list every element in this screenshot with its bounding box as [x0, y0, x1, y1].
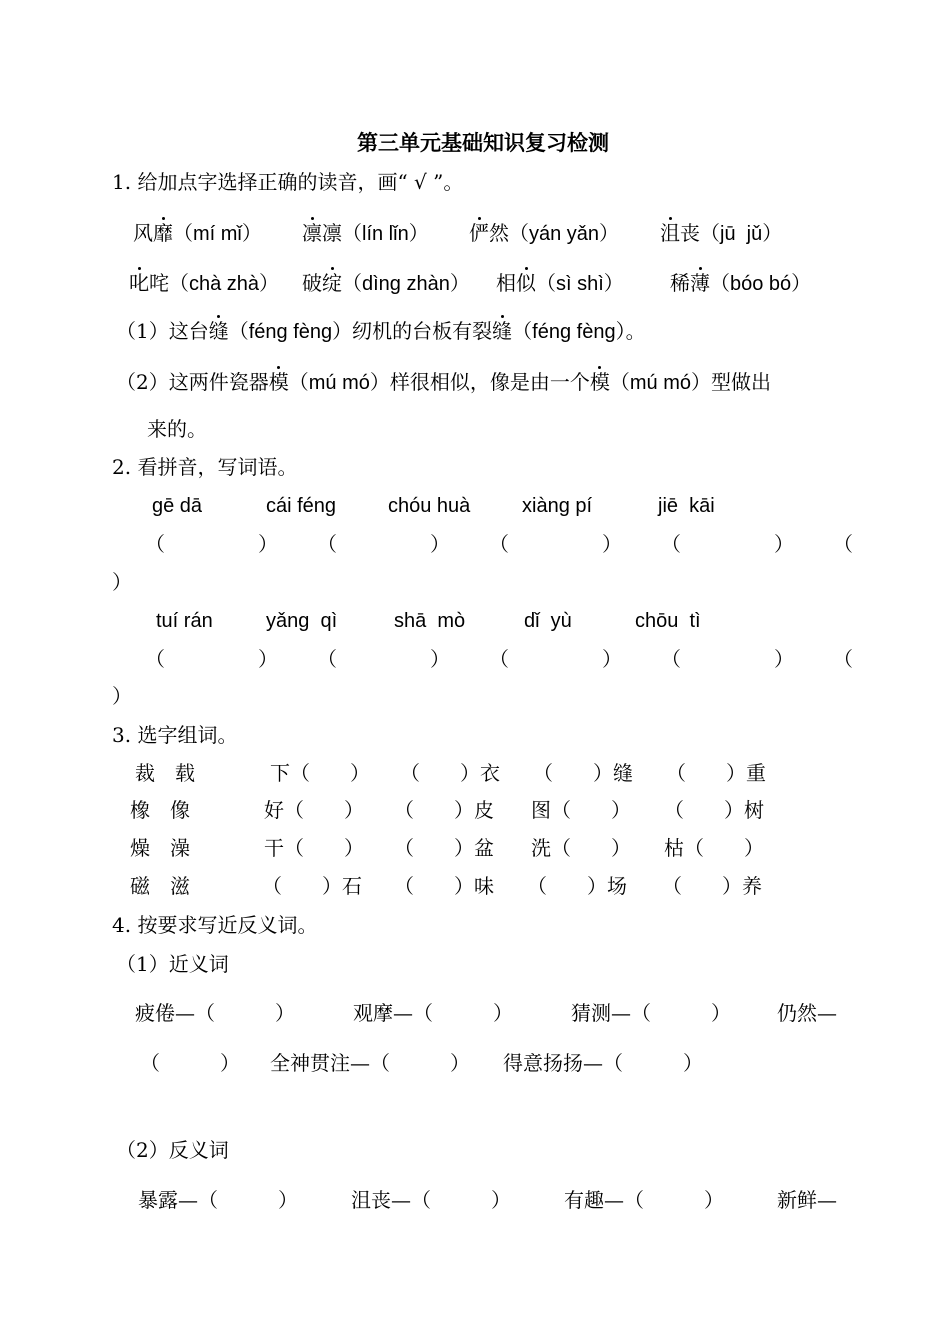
antonym-item[interactable]: 沮丧—（ ） [351, 1188, 511, 1212]
page-title: 第三单元基础知识复习检测 [357, 130, 609, 155]
answer-blank[interactable]: ） [258, 532, 278, 556]
synonym-item[interactable]: 仍然— [777, 1001, 837, 1025]
pinyin-item: gē dā [152, 495, 203, 517]
answer-blank[interactable]: （ [489, 532, 509, 556]
fill-item[interactable]: （ ）重 [666, 761, 766, 785]
fill-item[interactable]: （ ）养 [662, 874, 762, 898]
pinyin-item: chóu huà [388, 495, 471, 517]
pinyin-item: xiàng pí [522, 495, 593, 517]
q1-item: 叱咤（chà zhà） [129, 271, 280, 295]
synonym-item[interactable]: 观摩—（ ） [353, 1001, 513, 1025]
pinyin-item: cái féng [266, 495, 337, 517]
synonym-item[interactable]: 全神贯注—（ ） [270, 1051, 470, 1075]
answer-blank[interactable]: （ [489, 647, 509, 671]
q1-item: 破绽（dìng zhàn） [302, 271, 470, 295]
answer-blank[interactable]: ） [430, 647, 450, 671]
char-pair: 橡 像 [130, 798, 190, 822]
fill-item[interactable]: 干（ ） [264, 836, 364, 860]
q1-sentence-continuation: 来的。 [147, 417, 207, 441]
fill-item[interactable]: （ ）场 [527, 874, 627, 898]
fill-item[interactable]: （ ）缝 [533, 761, 633, 785]
pinyin-item: shā mò [394, 610, 466, 632]
pinyin-item: chōu tì [635, 610, 701, 632]
answer-blank[interactable]: （ [833, 647, 853, 671]
antonym-item[interactable]: 暴露—（ ） [138, 1188, 298, 1212]
q2-heading: 2. 看拼音，写词语。 [112, 455, 298, 479]
q1-item: 风靡（mí mǐ） [133, 221, 262, 245]
synonym-item[interactable]: （ ） [140, 1051, 240, 1075]
antonym-item[interactable]: 有趣—（ ） [564, 1188, 724, 1212]
q1-item: 俨然（yán yǎn） [469, 221, 620, 245]
pinyin-item: dǐ yù [524, 610, 572, 632]
answer-blank[interactable]: （ [317, 647, 337, 671]
fill-item[interactable]: （ ）衣 [400, 761, 500, 785]
q4-heading: 4. 按要求写近反义词。 [112, 913, 318, 937]
answer-blank[interactable]: （ [661, 532, 681, 556]
synonym-item[interactable]: 猜测—（ ） [571, 1001, 731, 1025]
synonym-label: （1）近义词 [116, 952, 229, 976]
answer-blank[interactable]: ） [258, 647, 278, 671]
answer-blank[interactable]: ） [774, 647, 794, 671]
q1-heading: 1. 给加点字选择正确的读音，画“ √ ”。 [112, 170, 464, 194]
pinyin-item: yǎng qì [266, 610, 338, 632]
synonym-item[interactable]: 疲倦—（ ） [135, 1001, 295, 1025]
answer-blank[interactable]: ） [602, 532, 622, 556]
answer-blank[interactable]: （ [661, 647, 681, 671]
synonym-item[interactable]: 得意扬扬—（ ） [503, 1051, 703, 1075]
answer-blank[interactable]: ） [112, 570, 132, 594]
answer-blank[interactable]: （ [145, 532, 165, 556]
q1-sentence: （2）这两件瓷器模（mú mó）样很相似，像是由一个模（mú mó）型做出 [116, 370, 771, 394]
q1-item: 凛凛（lín lǐn） [302, 221, 429, 245]
fill-item[interactable]: （ ）皮 [394, 798, 494, 822]
answer-blank[interactable]: （ [833, 532, 853, 556]
fill-item[interactable]: （ ）树 [664, 798, 764, 822]
fill-item[interactable]: （ ）味 [394, 874, 494, 898]
answer-blank[interactable]: ） [430, 532, 450, 556]
answer-blank[interactable]: ） [602, 647, 622, 671]
q1-item: 稀薄（bóo bó） [670, 271, 812, 295]
q1-item: 相似（sì shì） [496, 271, 624, 295]
q1-item: 沮丧（jū jǔ） [660, 221, 783, 245]
antonym-item[interactable]: 新鲜— [777, 1188, 837, 1212]
fill-item[interactable]: （ ）盆 [394, 836, 494, 860]
answer-blank[interactable]: （ [145, 647, 165, 671]
fill-item[interactable]: 洗（ ） [531, 836, 631, 860]
answer-blank[interactable]: ） [774, 532, 794, 556]
answer-blank[interactable]: ） [112, 684, 132, 708]
answer-blank[interactable]: （ [317, 532, 337, 556]
fill-item[interactable]: （ ）石 [262, 874, 362, 898]
char-pair: 裁 载 [135, 761, 195, 785]
fill-item[interactable]: 下（ ） [270, 761, 370, 785]
char-pair: 燥 澡 [130, 836, 190, 860]
char-pair: 磁 滋 [130, 874, 190, 898]
pinyin-item: jiē kāi [658, 495, 715, 517]
q1-sentence: （1）这台缝（féng fèng）纫机的台板有裂缝（féng fèng）。 [116, 319, 646, 343]
q3-heading: 3. 选字组词。 [112, 723, 238, 747]
antonym-label: （2）反义词 [116, 1138, 229, 1162]
fill-item[interactable]: 好（ ） [264, 798, 364, 822]
fill-item[interactable]: 图（ ） [531, 798, 631, 822]
fill-item[interactable]: 枯（ ） [664, 836, 764, 860]
pinyin-item: tuí rán [156, 610, 213, 632]
